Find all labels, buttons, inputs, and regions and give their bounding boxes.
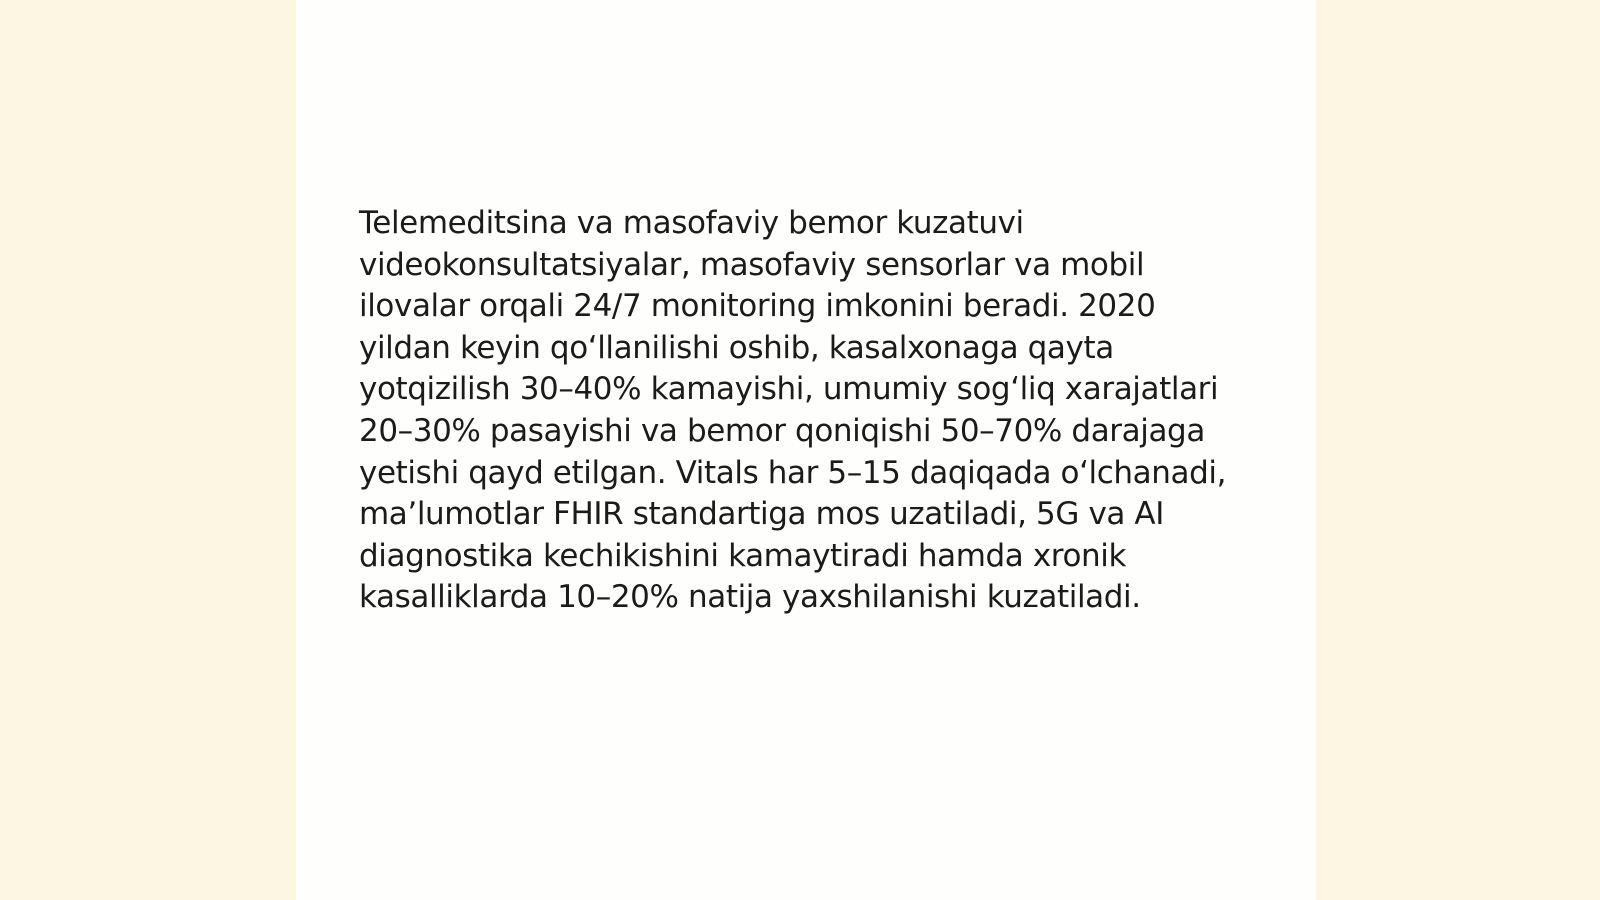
left-margin-panel: [0, 0, 296, 900]
document-page: [296, 0, 1316, 900]
right-margin-panel: [1316, 0, 1600, 900]
body-paragraph: Telemeditsina va masofaviy bemor kuzatuvi videokonsultatsiyalar, masofaviy sensorlar va mobil ilovalar orqali 24/7 monitoring imkonini beradi. 2020 yildan keyin qoʻllanilishi oshib, kasalxonaga qayta yotqizilish 30–40% kamayishi, umumiy sogʻliq xarajatlari 20–30% pasayishi va bemor qoniqishi 50–70% darajaga yetishi qayd etilgan. Vitals har 5–15 daqiqada oʻlchanadi, maʼlumotlar FHIR standartiga mos uzatiladi, 5G va AI diagnostika kechikishini kamaytiradi hamda xronik kasalliklarda 10–20% natija yaxshilanishi kuzatiladi.: [359, 205, 1227, 616]
